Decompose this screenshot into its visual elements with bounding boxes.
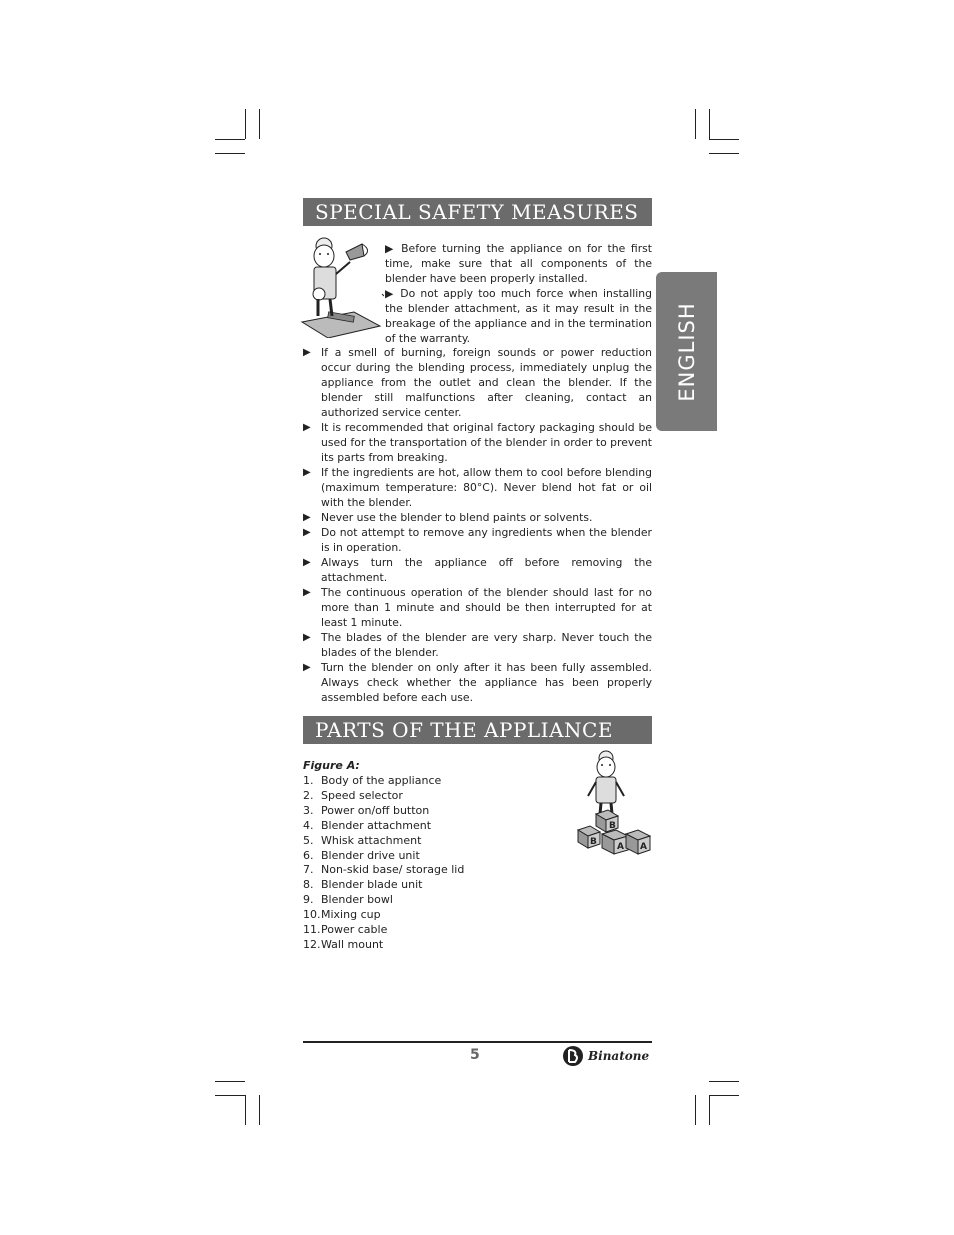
parts-list-item: 10.Mixing cup — [303, 908, 381, 922]
crop-mark — [695, 109, 696, 139]
language-tab — [656, 272, 717, 431]
crop-mark — [695, 1095, 696, 1125]
bullet-marker: ▶ — [303, 662, 311, 673]
parts-list-item: 2. Speed selector — [303, 788, 403, 802]
brand-name: Binatone — [588, 1049, 650, 1063]
parts-list-item: 9. Blender bowl — [303, 893, 393, 907]
crop-mark — [709, 1095, 710, 1125]
bullet-marker: ▶ — [303, 347, 311, 358]
crop-mark — [245, 1095, 246, 1125]
bullet-marker: ▶ — [303, 467, 311, 478]
bullet-marker: ▶ — [303, 557, 311, 568]
parts-list-item: 11.Power cable — [303, 923, 388, 937]
parts-list-item: 12.Wall mount — [303, 937, 384, 951]
bullet-text: Turn the blender on only after it has been fully assembled. Always check whether the appliance has been properly assembled before each use. — [321, 661, 652, 704]
block-letter: A — [617, 842, 624, 852]
bullet-marker: ▶ — [303, 632, 311, 643]
binatone-logo-icon — [561, 1045, 585, 1067]
safety-bullet — [303, 510, 652, 525]
safety-bullet — [303, 555, 652, 585]
crop-mark — [215, 1081, 245, 1082]
footer-rule — [303, 1041, 652, 1043]
bullet-text: If the ingredients are hot, allow them to cool before blending (maximum temperature: 80°C). Never blend hot fat or oil with the blender. — [321, 466, 652, 509]
crop-mark — [215, 1095, 245, 1096]
safety-bullet — [303, 585, 652, 630]
safety-intro-2: ▶ Do not apply too much force when installing the blender attachment, as it may result in the breakage of the appliance and in the termination of the warranty. — [385, 287, 652, 345]
parts-list-item: 3. Power on/off button — [303, 803, 430, 817]
parts-list-item: 6. Blender drive unit — [303, 848, 420, 862]
bullet-text: The blades of the blender are very sharp. Never touch the blades of the blender. — [321, 631, 652, 659]
crop-mark — [709, 153, 739, 154]
figure-label: Figure A: — [303, 759, 360, 772]
parts-list — [303, 774, 464, 953]
safety-bullet — [303, 660, 652, 705]
bullet-text: Always turn the appliance off before removing the attachment. — [321, 556, 652, 584]
crop-mark — [215, 153, 245, 154]
parts-section-title: PARTS OF THE APPLIANCE — [303, 716, 652, 744]
safety-illustration — [298, 234, 384, 338]
block-letter: B — [590, 837, 597, 847]
bullet-marker: ▶ — [303, 587, 311, 598]
bullet-marker: ▶ — [303, 512, 311, 523]
parts-list-item: 8. Blender blade unit — [303, 878, 423, 892]
parts-list-item: 1. Body of the appliance — [303, 774, 442, 787]
crop-mark — [259, 109, 260, 139]
brand-logo — [561, 1045, 649, 1067]
crop-mark — [709, 139, 739, 140]
parts-illustration — [576, 750, 652, 856]
bullet-marker: ▶ — [303, 527, 311, 538]
crop-mark — [709, 1081, 739, 1082]
bullet-text: It is recommended that original factory packaging should be used for the transportation of the blender in order to prevent its parts from breaking. — [321, 421, 652, 464]
safety-section-title: SPECIAL SAFETY MEASURES — [303, 198, 652, 226]
block-letter: B — [609, 821, 616, 831]
crop-mark — [215, 139, 245, 140]
safety-bullet — [303, 345, 652, 420]
bullet-marker: ▶ — [303, 422, 311, 433]
crop-mark — [245, 109, 246, 139]
bullet-text: Never use the blender to blend paints or solvents. — [321, 511, 593, 524]
crop-mark — [709, 109, 710, 139]
block-letter: A — [640, 842, 647, 852]
parts-list-item: 4. Blender attachment — [303, 818, 432, 832]
safety-bullet — [303, 420, 652, 465]
crop-mark — [709, 1095, 739, 1096]
parts-list-item: 7. Non-skid base/ storage lid — [303, 863, 465, 877]
bullet-text: The continuous operation of the blender should last for no more than 1 minute and should be then interrupted for at least 1 minute. — [321, 586, 652, 629]
crop-mark — [259, 1095, 260, 1125]
language-tab-label: ENGLISH — [674, 301, 699, 402]
safety-bullet — [303, 630, 652, 660]
page-number: 5 — [470, 1047, 480, 1063]
safety-bullet — [303, 525, 652, 555]
bullet-text: Do not attempt to remove any ingredients when the blender is in operation. — [321, 526, 652, 554]
safety-intro-1: ▶ Before turning the appliance on for the first time, make sure that all components of the blender have been properly installed. — [385, 242, 652, 285]
parts-list-item: 5. Whisk attachment — [303, 833, 422, 847]
safety-bullet — [303, 465, 652, 510]
bullet-text: If a smell of burning, foreign sounds or power reduction occur during the blending process, immediately unplug the appliance from the outlet and clean the blender. If the blender still malfunctions after cleaning, contact an authorized service center. — [321, 346, 652, 419]
